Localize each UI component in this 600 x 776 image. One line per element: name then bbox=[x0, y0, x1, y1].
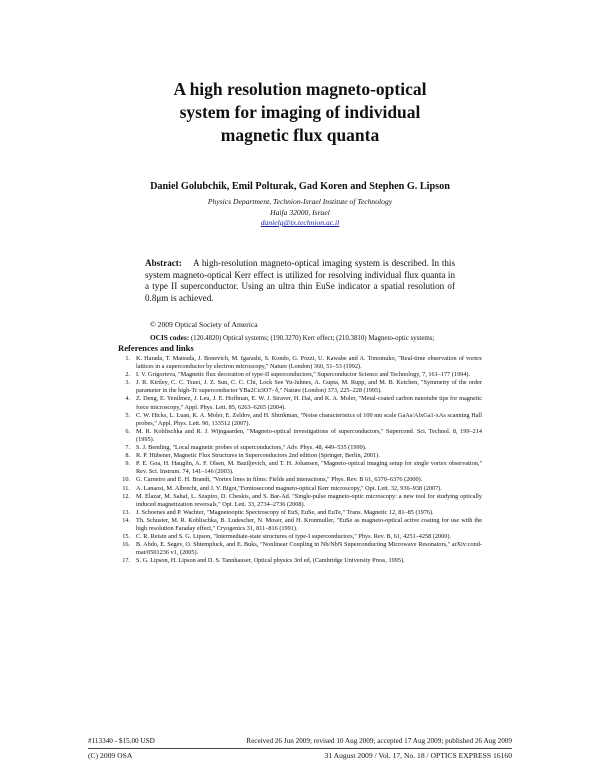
title-line: system for imaging of individual bbox=[179, 102, 421, 122]
reference-text: G. Carneiro and E. H. Brandt, "Vortex lines in films: Fields and interactions," Phys. Rev. B 61, 6370–6376 (2000). bbox=[136, 476, 423, 484]
reference-item bbox=[118, 355, 482, 371]
abstract-label: Abstract: bbox=[145, 258, 182, 268]
reference-text: R. P. Hübener, Magnetic Flux Structures in Superconductors 2nd edition (Springer, Berlin, 2001). bbox=[136, 452, 380, 460]
affiliation-dept: Physics Department, Technion-Israel Institute of Technology bbox=[207, 197, 393, 206]
reference-item bbox=[118, 493, 482, 509]
footer-top bbox=[88, 737, 512, 745]
reference-item bbox=[118, 395, 482, 411]
reference-number: 12. bbox=[122, 492, 130, 500]
reference-text: I. V. Grigorieva, "Magnetic flux decoration of type-II superconductors," Superconductor Science and Technology, 7, 161–177 (1994). bbox=[136, 371, 471, 379]
footer-copyright: (C) 2009 OSA bbox=[88, 751, 133, 760]
ocis-codes bbox=[150, 333, 450, 343]
reference-text: S. G. Lipson, H. Lipson and D. S. Tannhauser, Optical physics 3rd ed, (Cambridge University Press, 1995). bbox=[136, 557, 405, 565]
reference-text: C. R. Reisin and S. G. Lipson, "Intermediate-state structures of type-I superconductors," Phys. Rev. B, 61, 4251–4258 (2000). bbox=[136, 533, 452, 541]
reference-number: 15. bbox=[122, 533, 130, 541]
footer-price: #113340 - $15.00 USD bbox=[88, 737, 155, 745]
reference-item bbox=[118, 476, 482, 484]
reference-number: 14. bbox=[122, 516, 130, 524]
reference-text: B. Abdo, E. Segev, O. Shtempluck, and E. Buks, "Nonlinear Coupling in Nb/NbN Superconducting Microwave Resonators," arXiv:cond-mat/0501236 v1, (2005). bbox=[136, 541, 482, 557]
reference-item bbox=[118, 541, 482, 557]
abstract bbox=[145, 258, 455, 304]
reference-item bbox=[118, 509, 482, 517]
reference-number: 10. bbox=[122, 476, 130, 484]
reference-item bbox=[118, 444, 482, 452]
reference-item bbox=[118, 485, 482, 493]
reference-text: P. E. Goa, H. Hauglin, A. F. Olsen, M. Baziljevich, and T. H. Johansen, "Magneto-optical imaging setup for single vortex observation," Rev. Sci. Instrum. 74, 141–146 (2003). bbox=[136, 460, 482, 476]
copyright: © 2009 Optical Society of America bbox=[150, 320, 258, 329]
reference-number: 16. bbox=[122, 541, 130, 549]
affiliation bbox=[0, 197, 600, 229]
reference-text: J. Schoenes and P. Wachter, "Magnetooptic Spectroscopy of EuS, EuSe, and EuTe," Trans. Magnetic 12, 81–85 (1976). bbox=[136, 508, 434, 516]
reference-text: M. R. Koblischka and R. J. Wijngaarden, "Magneto-optical investigations of superconductors," Supercond. Sci. Technol. 8, 199–214 (1995). bbox=[136, 427, 482, 443]
footer-bottom bbox=[88, 751, 512, 760]
reference-number: 2. bbox=[125, 371, 130, 379]
reference-list bbox=[118, 355, 482, 565]
reference-item bbox=[118, 371, 482, 379]
reference-item bbox=[118, 428, 482, 444]
reference-number: 4. bbox=[125, 395, 130, 403]
reference-text: C. W. Hicks, L. Luan, K. A. Moler, E. Zeldov, and H. Shtrikman, "Noise characteristics of 100 nm scale GaAs/AlxGa1-xAs scanning Hall probes," Appl. Phys. Lett. 90, 133512 (2007). bbox=[136, 411, 482, 427]
reference-number: 7. bbox=[125, 444, 130, 452]
abstract-text: A high-resolution magneto-optical imaging system is described. In this system magneto-optical Kerr effect is utilized for resolving individual flux quanta in a type II superconductor. Using an ultra thin EuSe indicator a spatial resolution of 0.8μm is achieved. bbox=[145, 258, 456, 303]
footer-dates: Received 26 Jun 2009; revised 10 Aug 2009; accepted 17 Aug 2009; published 26 Aug 2009 bbox=[246, 737, 512, 745]
paper-title bbox=[0, 78, 600, 147]
reference-number: 17. bbox=[122, 557, 130, 565]
title-line: A high resolution magneto-optical bbox=[173, 79, 427, 99]
authors: Daniel Golubchik, Emil Polturak, Gad Koren and Stephen G. Lipson bbox=[150, 181, 450, 192]
reference-number: 1. bbox=[125, 355, 130, 362]
ocis-text: (120.4820) Optical systems; (190.3270) Kerr effect; (210.3810) Magneto-optic systems; bbox=[190, 335, 435, 342]
email-link[interactable]: danielg@tx.technion.ac.il bbox=[260, 218, 340, 227]
reference-text: M. Elazar, M. Sahaf, L. Szapiro, D. Cheskis, and S. Bar-Ad. "Single-pulse magneto-optic microscopy: a new tool for studying optically induced magnetization reversals," Opt. Lett. 33, 2734–2736 (2008). bbox=[136, 492, 482, 508]
title-line: magnetic flux quanta bbox=[220, 125, 380, 145]
footer-divider bbox=[88, 748, 512, 749]
reference-number: 5. bbox=[125, 411, 130, 419]
reference-number: 3. bbox=[125, 379, 130, 387]
reference-number: 11. bbox=[122, 484, 130, 492]
reference-text: J. R. Kirtley, C. C. Tsuei, J. Z. Sun, C. C. Chi, Lock See Yu-Jahnes, A. Gupta, M. Rupp, and M. B. Ketchen, "Symmetry of the order parameter in the high-Tc superconductor YBa2Cu3O7- δ," Nature (London) 373, 225–228 (1995). bbox=[136, 379, 482, 395]
reference-item bbox=[118, 412, 482, 428]
ocis-label: OCIS codes: bbox=[150, 333, 190, 342]
reference-text: Th. Schuster, M. R. Koblischka, B. Ludescher, N. Moser, and H. Kronmuller, "EuSe as magneto-optical active coating for use with the high resolution Faraday effect," Cryogenics 31, 811–816 (1991). bbox=[136, 516, 482, 532]
reference-item bbox=[118, 379, 482, 395]
reference-item bbox=[118, 517, 482, 533]
references-heading: References and links bbox=[118, 343, 194, 353]
reference-text: A. Lanaosi, M. Albrecht, and J. Y. Bigot,"Femtosecond magneto-optical Kerr microscopy," Opt. Lett. 32, 936–938 (2007). bbox=[136, 484, 442, 492]
reference-number: 6. bbox=[125, 427, 130, 435]
reference-item bbox=[118, 460, 482, 476]
reference-text: S. J. Bending, "Local magnetic probes of superconductors," Adv. Phys. 48, 449–535 (1999). bbox=[136, 444, 367, 452]
reference-item bbox=[118, 557, 482, 565]
reference-number: 13. bbox=[122, 508, 130, 516]
reference-item bbox=[118, 452, 482, 460]
reference-item bbox=[118, 533, 482, 541]
reference-number: 8. bbox=[125, 452, 130, 460]
affiliation-city: Haifa 32000, Israel bbox=[270, 207, 330, 217]
reference-text: Z. Deng, E. Yenilmez, J. Leu, J. E. Hoffman, E. W. J. Straver, H. Dai, and K. A. Moler, "Metal-coated carbon nanotube tips for magnetic force microscopy," Appl. Phys. Lett. 85, 6263–6265 (2004). bbox=[136, 395, 482, 411]
reference-number: 9. bbox=[125, 460, 130, 468]
footer-journal: 31 August 2009 / Vol. 17, No. 18 / OPTICS EXPRESS 16160 bbox=[324, 751, 512, 760]
reference-text: K. Harada, T. Matsuda, J. Bonevich, M. Igarashi, S. Kondo, G. Pozzi, U. Kawabe and A. Tonomuko, "Real-time observation of vortex lattices in a superconductor by electron microscopy," Nature (London) 360, 51–53 (1992). bbox=[136, 355, 482, 371]
